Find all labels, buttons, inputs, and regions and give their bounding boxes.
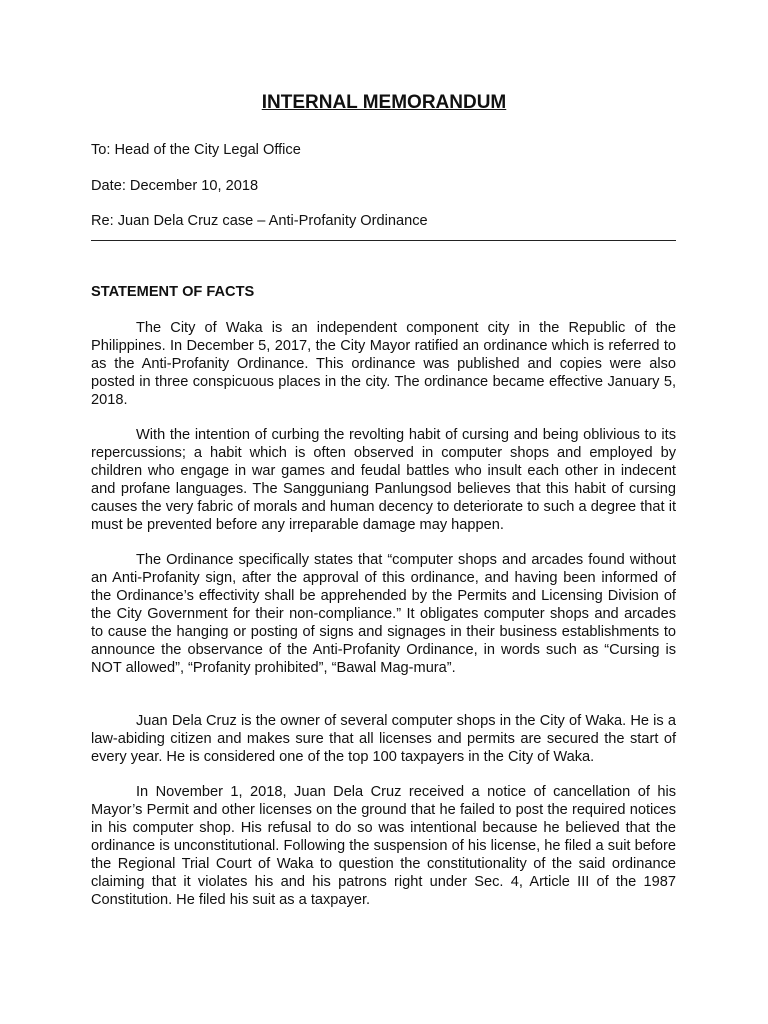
paragraph-3: The Ordinance specifically states that “computer shops and arcades found without an Anti-Profanity sign, after the approval of this ordinance, and having been informed of the Ordinance’s effectivity shall be apprehended by the Permits and Licensing Division of the City Government for their non-compliance.” It obligates computer shops and arcades to cause the hanging or posting of signs and signages in their business establishments to announce the observance of the Anti-Profanity Ordinance, in words such as “Cursing is NOT allowed”, “Profanity prohibited”, “Bawal Mag-mura”. [91, 552, 676, 676]
memo-to-line: To: Head of the City Legal Office [91, 142, 301, 158]
header-divider [91, 240, 676, 241]
paragraph-5: In November 1, 2018, Juan Dela Cruz received a notice of cancellation of his Mayor’s Permit and other licenses on the ground that he failed to post the required notices in his computer shop. His refusal to do so was intentional because he believed that the ordinance is unconstitutional. Following the suspension of his license, he filed a suit before the Regional Trial Court of Waka to question the constitutionality of the said ordinance claiming that it violates his and his patrons right under Sec. 4, Article III of the 1987 Constitution. He filed his suit as a taxpayer. [91, 784, 676, 908]
section-heading-statement-of-facts: STATEMENT OF FACTS [91, 284, 255, 300]
paragraph-1: The City of Waka is an independent component city in the Republic of the Philippines. In December 5, 2017, the City Mayor ratified an ordinance which is referred to as the Anti-Profanity Ordinance. This ordinance was published and copies were also posted in three conspicuous places in the city. The ordinance became effective January 5, 2018. [91, 320, 676, 408]
memo-subject-line: Re: Juan Dela Cruz case – Anti-Profanity Ordinance [91, 213, 428, 229]
paragraph-4: Juan Dela Cruz is the owner of several computer shops in the City of Waka. He is a law-abiding citizen and makes sure that all licenses and permits are secured the start of every year. He is considered one of the top 100 taxpayers in the City of Waka. [91, 713, 676, 765]
paragraph-2: With the intention of curbing the revolting habit of cursing and being oblivious to its repercussions; a habit which is often observed in computer shops and employed by children who engage in war games and feudal battles who insult each other in indecent and profane languages. The Sangguniang Panlungsod believes that this habit of cursing causes the very fabric of morals and human decency to deteriorate to such a degree that it must be prevented before any irreparable damage may happen. [91, 427, 676, 533]
memo-title: INTERNAL MEMORANDUM [261, 92, 507, 113]
memo-date-line: Date: December 10, 2018 [91, 178, 259, 194]
